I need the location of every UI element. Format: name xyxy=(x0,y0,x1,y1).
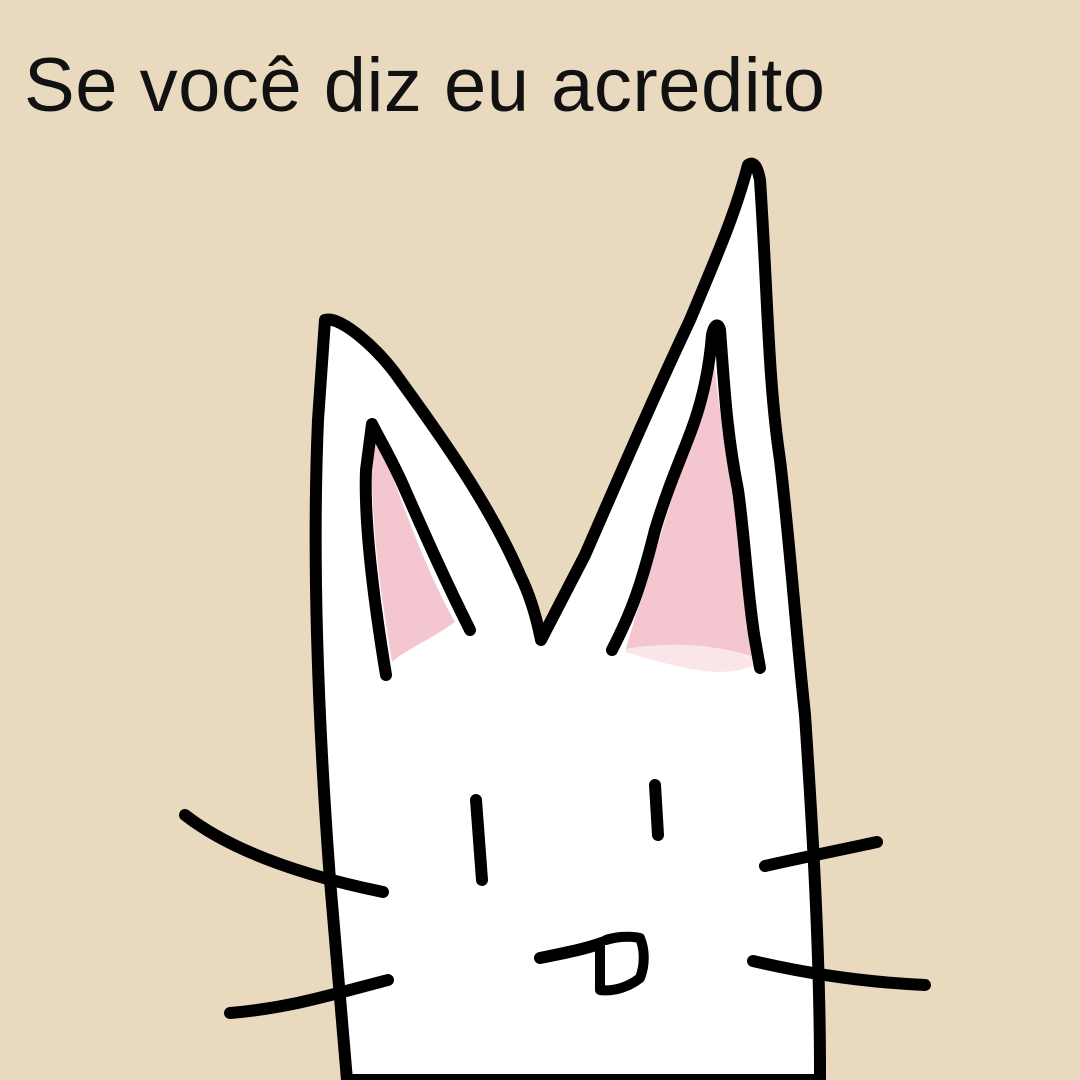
left-eye xyxy=(476,800,482,880)
tongue xyxy=(600,937,644,991)
meme-caption: Se você diz eu acredito xyxy=(24,43,826,128)
right-eye xyxy=(655,785,658,835)
